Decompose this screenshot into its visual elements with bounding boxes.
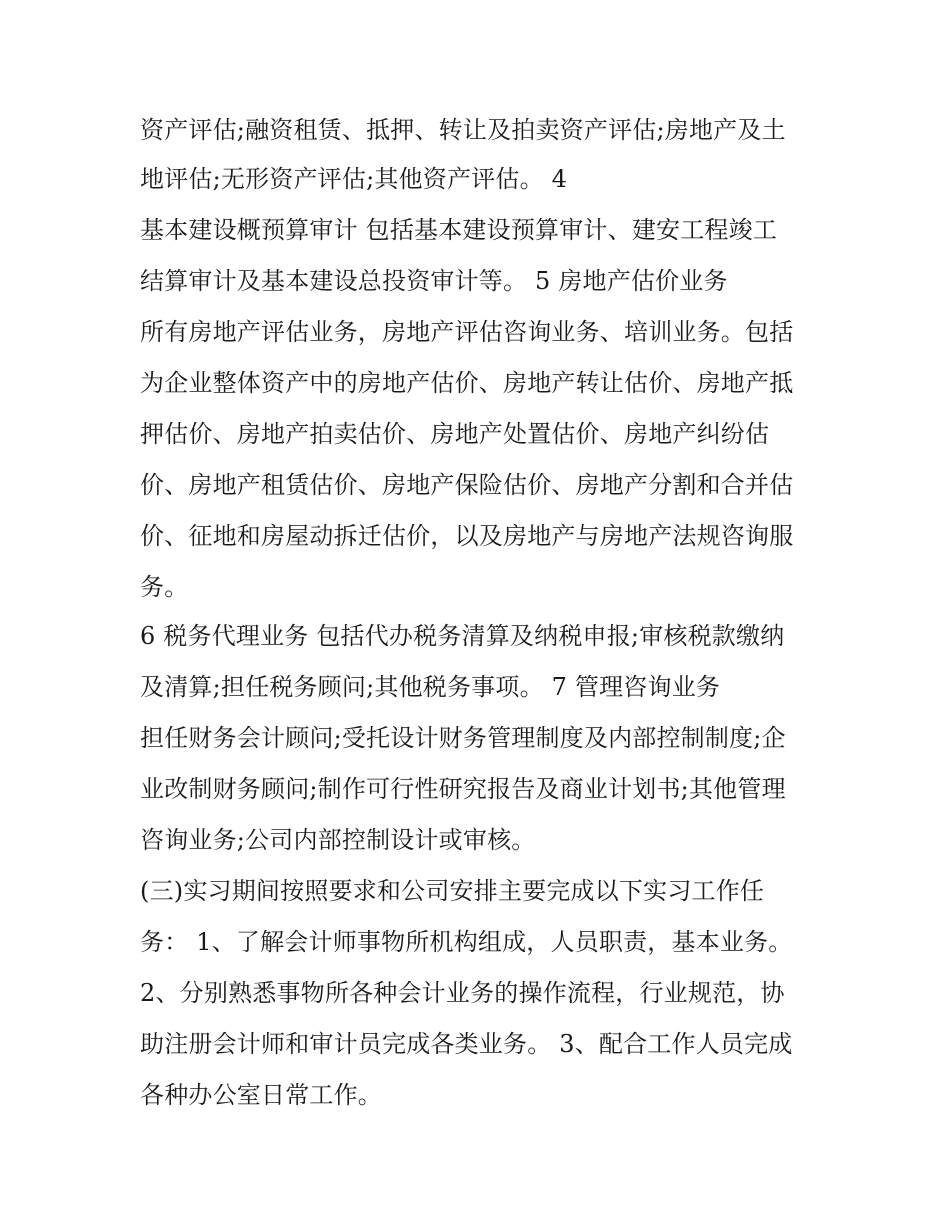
text-line: 咨询业务;公司内部控制设计或审核。 — [140, 826, 536, 854]
text-line: 6 税务代理业务 包括代办税务清算及纳税申报;审核税款缴纳 — [140, 622, 785, 650]
text-line: 务。 — [140, 573, 189, 601]
text-line: 务： 1、了解会计师事物所机构组成，人员职责，基本业务。 — [140, 928, 793, 956]
text-line: 业改制财务顾问;制作可行性研究报告及商业计划书;其他管理 — [140, 775, 786, 803]
text-line: 各种办公室日常工作。 — [140, 1081, 382, 1109]
text-line: 押估价、房地产拍卖估价、房地产处置估价、房地产纠纷估 — [140, 420, 770, 448]
text-line: 2、分别熟悉事物所各种会计业务的操作流程，行业规范，协 — [140, 979, 785, 1007]
text-line: 助注册会计师和审计员完成各类业务。 3、配合工作人员完成 — [140, 1030, 793, 1058]
text-line: 地评估;无形资产评估;其他资产评估。 4 — [140, 165, 568, 193]
text-line: 价、征地和房屋动拆迁估价，以及房地产与房地产法规咨询服 — [140, 522, 794, 550]
text-line: 资产评估;融资租赁、抵押、转让及拍卖资产评估;房地产及土 — [140, 116, 786, 144]
text-line: 结算审计及基本建设总投资审计等。 5 房地产估价业务 — [140, 267, 728, 295]
text-line: 基本建设概预算审计 包括基本建设预算审计、建安工程竣工 — [140, 216, 778, 244]
text-line: 及清算;担任税务顾问;其他税务事项。 7 管理咨询业务 — [140, 673, 721, 701]
text-line: (三)实习期间按照要求和公司安排主要完成以下实习工作任 — [140, 877, 765, 905]
text-line: 所有房地产评估业务，房地产评估咨询业务、培训业务。包括 — [140, 318, 794, 346]
text-line: 价、房地产租赁估价、房地产保险估价、房地产分割和合并估 — [140, 471, 794, 499]
text-line: 为企业整体资产中的房地产估价、房地产转让估价、房地产抵 — [140, 369, 794, 397]
text-line: 担任财务会计顾问;受托设计财务管理制度及内部控制制度;企 — [140, 724, 786, 752]
